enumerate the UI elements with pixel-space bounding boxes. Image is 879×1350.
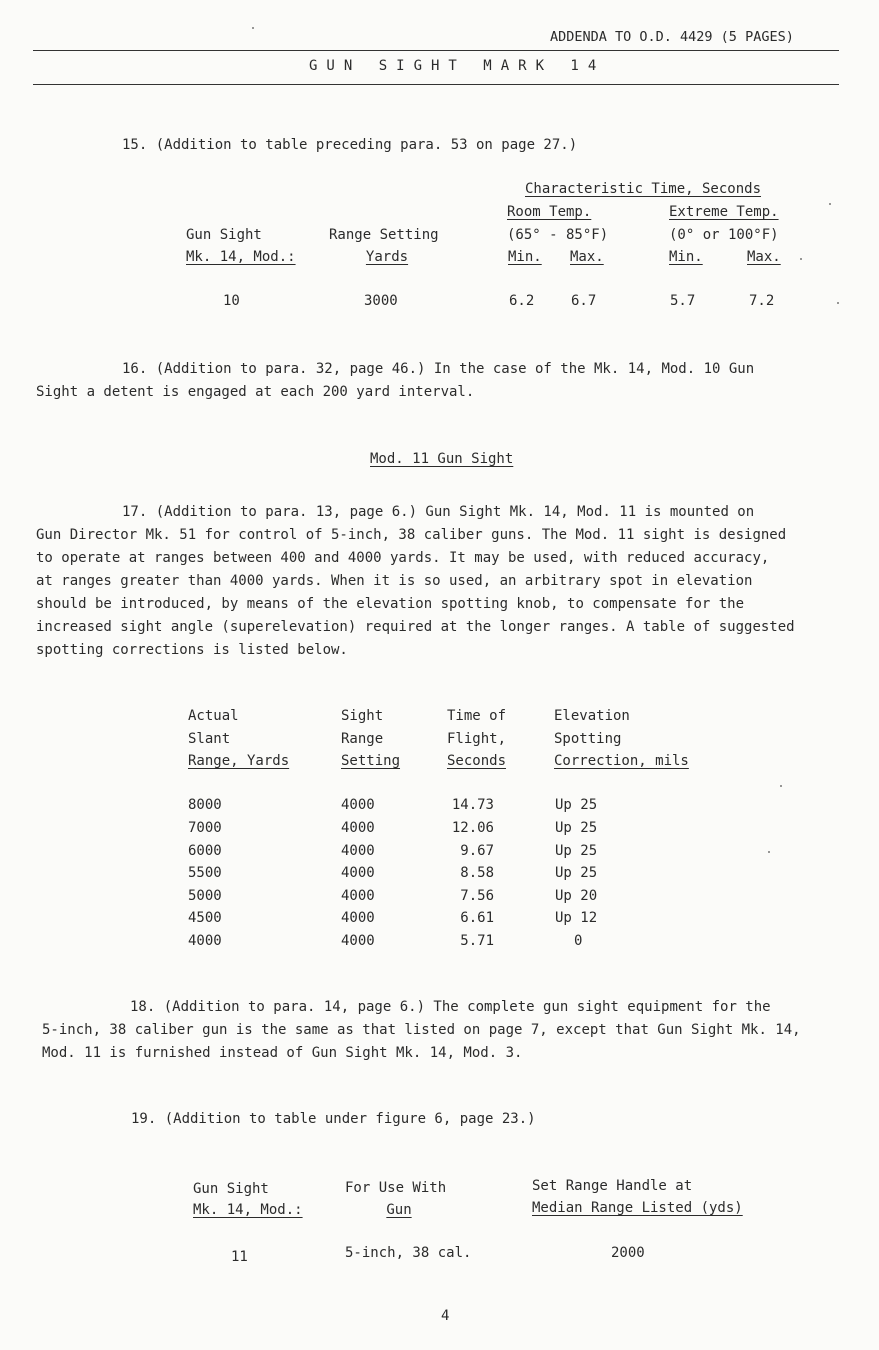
t17-cell: 4000 [341, 843, 375, 859]
t17-header: Flight, [447, 731, 507, 747]
t17-header: Slant [188, 731, 231, 747]
t17-cell: 6.61 [460, 910, 494, 926]
t19-header: Gun [386, 1202, 412, 1218]
para17-line: should be introduced, by means of the elevation spotting knob, to compensate for the [36, 596, 745, 612]
t17-cell: 4000 [341, 797, 375, 813]
para19-intro: 19. (Addition to table under figure 6, page 23.) [131, 1111, 536, 1127]
t17-cell: Up 25 [555, 865, 598, 881]
addenda-label: ADDENDA TO O.D. 4429 (5 PAGES) [550, 29, 794, 45]
col-min-extreme: Min. [669, 249, 703, 265]
para17-line: Gun Director Mk. 51 for control of 5-inch, 38 caliber guns. The Mod. 11 sight is designed [36, 527, 787, 543]
para17-line: to operate at ranges between 400 and 4000 yards. It may be used, with reduced accuracy, [36, 550, 770, 566]
t17-header: Time of [447, 708, 507, 724]
t17-cell: 4500 [188, 910, 222, 926]
t19-cell: 11 [231, 1249, 248, 1265]
t17-header: Elevation [554, 708, 630, 724]
room-temp-heading: Room Temp. [507, 204, 592, 220]
col-max-room: Max. [570, 249, 604, 265]
t17-header: Setting [341, 753, 401, 769]
scan-speck [768, 851, 770, 853]
table15-cell: 3000 [364, 293, 398, 309]
para17-line: at ranges greater than 4000 yards. When it is so used, an arbitrary spot in elevation [36, 573, 753, 589]
scan-speck [800, 258, 802, 260]
para17-line: increased sight angle (superelevation) required at the longer ranges. A table of suggested [36, 619, 795, 635]
t17-cell: 4000 [341, 865, 375, 881]
t19-cell: 2000 [611, 1245, 645, 1261]
t17-cell: 6000 [188, 843, 222, 859]
t17-cell: Up 25 [555, 820, 598, 836]
scan-speck [252, 27, 254, 29]
t17-cell: Up 12 [555, 910, 598, 926]
t17-cell: Up 25 [555, 843, 598, 859]
t17-cell: 5.71 [460, 933, 494, 949]
t17-cell: 7000 [188, 820, 222, 836]
section-heading: Mod. 11 Gun Sight [370, 451, 514, 467]
t19-header: Set Range Handle at [532, 1178, 693, 1194]
para18-line: 5-inch, 38 caliber gun is the same as that listed on page 7, except that Gun Sight Mk. 14, [42, 1022, 801, 1038]
t17-cell: 12.06 [451, 820, 494, 836]
scan-speck [829, 203, 831, 205]
page-title: GUN SIGHT MARK 14 [309, 58, 606, 74]
para15-intro: 15. (Addition to table preceding para. 53 on page 27.) [122, 137, 578, 153]
t19-cell: 5-inch, 38 cal. [345, 1245, 472, 1261]
t17-cell: 0 [574, 933, 583, 949]
scan-speck [837, 302, 839, 304]
t17-cell: Up 25 [555, 797, 598, 813]
t17-cell: 8000 [188, 797, 222, 813]
t17-cell: 4000 [188, 933, 222, 949]
para17-line: 17. (Addition to para. 13, page 6.) Gun Sight Mk. 14, Mod. 11 is mounted on [122, 504, 755, 520]
t17-cell: Up 20 [555, 888, 598, 904]
room-temp-range: (65° - 85°F) [507, 227, 609, 243]
t17-cell: 14.73 [451, 797, 494, 813]
col-range-setting-1: Range Setting [329, 227, 439, 243]
t17-cell: 4000 [341, 820, 375, 836]
t17-cell: 9.67 [460, 843, 494, 859]
col-max-extreme: Max. [747, 249, 781, 265]
t17-header: Sight [341, 708, 384, 724]
extreme-temp-heading: Extreme Temp. [669, 204, 779, 220]
t17-header: Spotting [554, 731, 622, 747]
para18-line: 18. (Addition to para. 14, page 6.) The complete gun sight equipment for the [130, 999, 771, 1015]
table15-cell: 7.2 [749, 293, 775, 309]
t17-cell: 7.56 [460, 888, 494, 904]
table15-cell: 10 [223, 293, 240, 309]
table15-cell: 5.7 [670, 293, 696, 309]
t17-cell: 4000 [341, 933, 375, 949]
col-min-room: Min. [508, 249, 542, 265]
header-rule-bottom [33, 84, 839, 85]
t17-cell: 5000 [188, 888, 222, 904]
char-time-heading: Characteristic Time, Seconds [525, 181, 762, 197]
t17-cell: 4000 [341, 910, 375, 926]
t17-cell: 5500 [188, 865, 222, 881]
col-gun-sight-2: Mk. 14, Mod.: [186, 249, 296, 265]
t19-header: Mk. 14, Mod.: [193, 1202, 303, 1218]
para18-line: Mod. 11 is furnished instead of Gun Sight Mk. 14, Mod. 3. [42, 1045, 523, 1061]
table15-cell: 6.7 [571, 293, 597, 309]
t17-header: Seconds [447, 753, 507, 769]
t17-header: Range, Yards [188, 753, 290, 769]
t17-cell: 8.58 [460, 865, 494, 881]
col-range-setting-2: Yards [365, 249, 409, 265]
para17-line: spotting corrections is listed below. [36, 642, 348, 658]
extreme-temp-range: (0° or 100°F) [669, 227, 779, 243]
t17-header: Actual [188, 708, 239, 724]
col-gun-sight-1: Gun Sight [186, 227, 262, 243]
page-number: 4 [441, 1308, 450, 1324]
scan-speck [780, 785, 782, 787]
header-rule-top [33, 50, 839, 51]
t19-header: For Use With [345, 1180, 447, 1196]
table15-cell: 6.2 [509, 293, 535, 309]
para16-line1: 16. (Addition to para. 32, page 46.) In the case of the Mk. 14, Mod. 10 Gun [122, 361, 755, 377]
t19-header: Median Range Listed (yds) [532, 1200, 743, 1216]
t19-header: Gun Sight [193, 1181, 269, 1197]
t17-cell: 4000 [341, 888, 375, 904]
t17-header: Correction, mils [554, 753, 689, 769]
t17-header: Range [341, 731, 384, 747]
para16-line2: Sight a detent is engaged at each 200 yard interval. [36, 384, 475, 400]
